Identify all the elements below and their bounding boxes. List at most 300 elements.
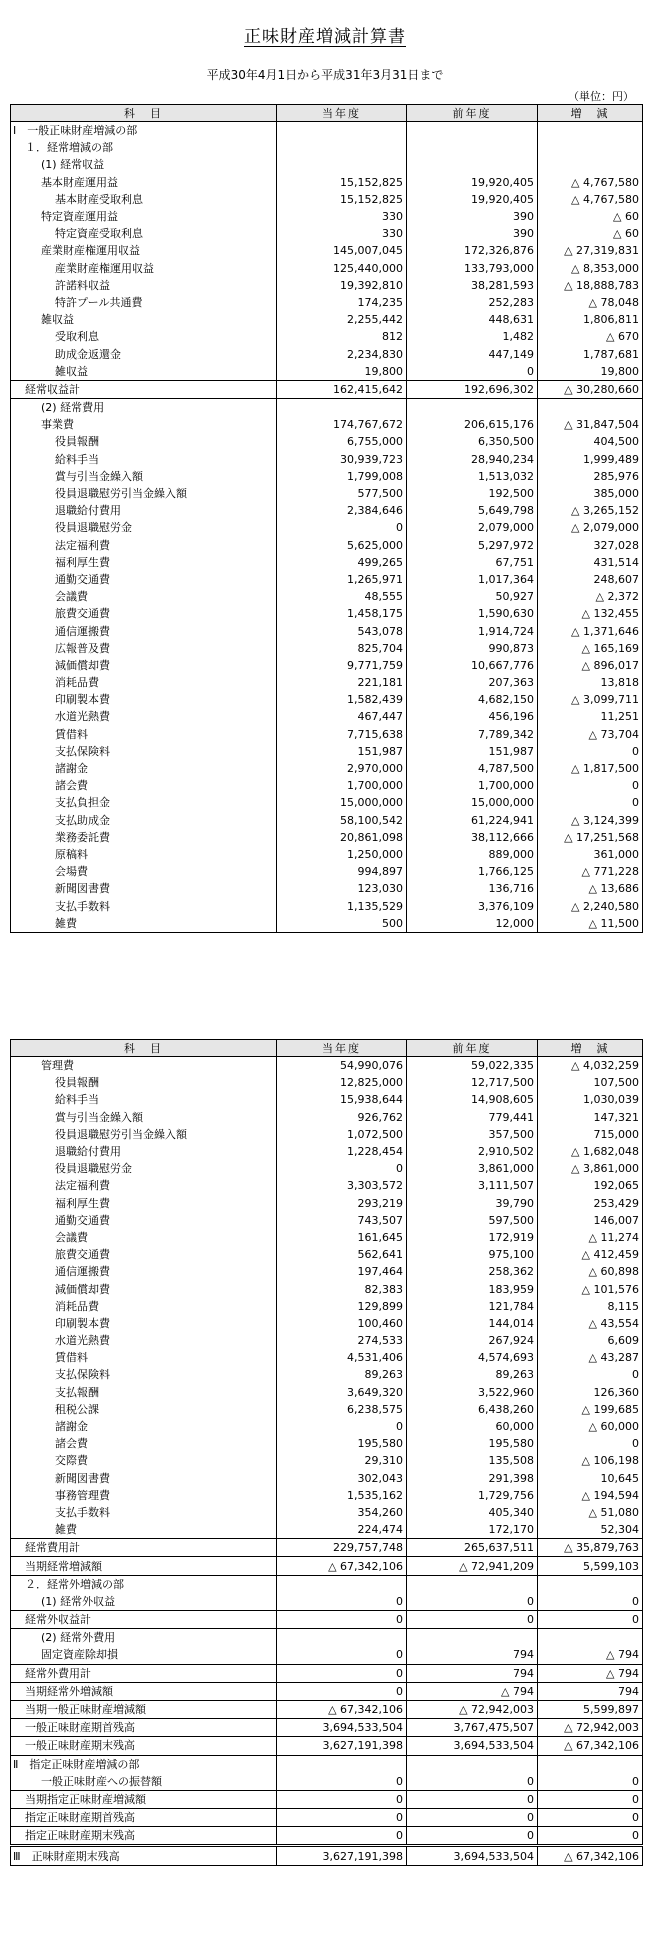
row-label: 退職給付費用 bbox=[11, 1143, 277, 1160]
row-label: 支払手数料 bbox=[11, 897, 277, 914]
row-change: △ 35,879,763 bbox=[538, 1539, 643, 1557]
table-row bbox=[11, 1057, 643, 1075]
table-row bbox=[11, 1611, 643, 1629]
row-current: 0 bbox=[277, 1682, 407, 1700]
row-change: △ 199,685 bbox=[538, 1401, 643, 1418]
table-row bbox=[11, 277, 643, 294]
table-row bbox=[11, 554, 643, 571]
row-previous bbox=[407, 399, 538, 417]
row-previous: 172,326,876 bbox=[407, 242, 538, 259]
row-change: 404,500 bbox=[538, 433, 643, 450]
row-change: △ 11,274 bbox=[538, 1229, 643, 1246]
row-current: 293,219 bbox=[277, 1195, 407, 1212]
row-change: 0 bbox=[538, 1827, 643, 1846]
row-current: 174,767,672 bbox=[277, 416, 407, 433]
row-previous: 50,927 bbox=[407, 588, 538, 605]
table-row bbox=[11, 1195, 643, 1212]
table-row bbox=[11, 1539, 643, 1557]
row-previous: 12,717,500 bbox=[407, 1074, 538, 1091]
table-row bbox=[11, 1435, 643, 1452]
row-previous: 6,350,500 bbox=[407, 433, 538, 450]
row-label: 産業財産権運用収益 bbox=[11, 242, 277, 259]
row-current: 19,392,810 bbox=[277, 277, 407, 294]
table-row bbox=[11, 311, 643, 328]
row-previous: △ 72,942,003 bbox=[407, 1700, 538, 1718]
row-current: 577,500 bbox=[277, 485, 407, 502]
header-previous: 前年度 bbox=[407, 105, 538, 122]
header-account: 科 目 bbox=[11, 105, 277, 122]
table-row bbox=[11, 1160, 643, 1177]
row-label: 役員報酬 bbox=[11, 1074, 277, 1091]
row-label: 役員報酬 bbox=[11, 433, 277, 450]
row-previous: 151,987 bbox=[407, 743, 538, 760]
row-current: 926,762 bbox=[277, 1109, 407, 1126]
row-label: 福利厚生費 bbox=[11, 554, 277, 571]
row-label: 役員退職慰労金 bbox=[11, 519, 277, 536]
row-label: ２．経常外増減の部 bbox=[11, 1575, 277, 1593]
row-current: 229,757,748 bbox=[277, 1539, 407, 1557]
row-previous bbox=[407, 122, 538, 140]
row-previous: 1,700,000 bbox=[407, 777, 538, 794]
row-change: △ 8,353,000 bbox=[538, 260, 643, 277]
row-label: 福利厚生費 bbox=[11, 1195, 277, 1212]
row-current: 145,007,045 bbox=[277, 242, 407, 259]
row-change: △ 3,124,399 bbox=[538, 812, 643, 829]
row-label: 退職給付費用 bbox=[11, 502, 277, 519]
table-row bbox=[11, 743, 643, 760]
row-previous: 252,283 bbox=[407, 294, 538, 311]
row-current: 2,970,000 bbox=[277, 760, 407, 777]
row-change: △ 2,240,580 bbox=[538, 897, 643, 914]
row-label: Ⅰ 一般正味財産増減の部 bbox=[11, 122, 277, 140]
table-row bbox=[11, 328, 643, 345]
row-label: 諸謝金 bbox=[11, 1418, 277, 1435]
row-label: Ⅲ 正味財産期末残高 bbox=[11, 1846, 277, 1865]
row-current: 330 bbox=[277, 225, 407, 242]
row-previous: 7,789,342 bbox=[407, 726, 538, 743]
row-change: 0 bbox=[538, 1435, 643, 1452]
row-change: △ 17,251,568 bbox=[538, 829, 643, 846]
row-change: △ 3,099,711 bbox=[538, 691, 643, 708]
row-change: △ 106,198 bbox=[538, 1452, 643, 1469]
table-row bbox=[11, 863, 643, 880]
header-current: 当年度 bbox=[277, 105, 407, 122]
table-row bbox=[11, 1790, 643, 1808]
row-previous: 207,363 bbox=[407, 674, 538, 691]
table-row bbox=[11, 242, 643, 259]
row-current: 129,899 bbox=[277, 1298, 407, 1315]
row-current: △ 67,342,106 bbox=[277, 1700, 407, 1718]
row-previous: 258,362 bbox=[407, 1263, 538, 1280]
row-current: 467,447 bbox=[277, 708, 407, 725]
table-header bbox=[11, 1040, 643, 1057]
row-previous: 0 bbox=[407, 1773, 538, 1791]
row-label: 賞与引当金繰入額 bbox=[11, 1109, 277, 1126]
row-current: 1,072,500 bbox=[277, 1126, 407, 1143]
row-change: 11,251 bbox=[538, 708, 643, 725]
row-change: △ 60,898 bbox=[538, 1263, 643, 1280]
table-row bbox=[11, 1593, 643, 1611]
row-current bbox=[277, 1575, 407, 1593]
row-label: 固定資産除却損 bbox=[11, 1646, 277, 1664]
row-label: 産業財産権運用収益 bbox=[11, 260, 277, 277]
table-row bbox=[11, 1470, 643, 1487]
table-row bbox=[11, 674, 643, 691]
row-change: 0 bbox=[538, 743, 643, 760]
row-change: △ 794 bbox=[538, 1664, 643, 1682]
row-previous: 1,482 bbox=[407, 328, 538, 345]
row-change bbox=[538, 139, 643, 156]
row-label: 指定正味財産期末残高 bbox=[11, 1827, 277, 1846]
row-label: 経常外収益計 bbox=[11, 1611, 277, 1629]
row-change: △ 51,080 bbox=[538, 1504, 643, 1521]
row-previous: 172,170 bbox=[407, 1521, 538, 1539]
row-previous: 135,508 bbox=[407, 1452, 538, 1469]
table-row bbox=[11, 363, 643, 381]
row-change: 253,429 bbox=[538, 1195, 643, 1212]
row-previous: 192,696,302 bbox=[407, 380, 538, 398]
table-row bbox=[11, 1827, 643, 1846]
row-label: 通勤交通費 bbox=[11, 571, 277, 588]
row-change: △ 412,459 bbox=[538, 1246, 643, 1263]
row-label: 当期一般正味財産増減額 bbox=[11, 1700, 277, 1718]
row-previous: 405,340 bbox=[407, 1504, 538, 1521]
row-previous: 39,790 bbox=[407, 1195, 538, 1212]
row-previous: 3,694,533,504 bbox=[407, 1846, 538, 1865]
row-change: △ 2,079,000 bbox=[538, 519, 643, 536]
row-change: 0 bbox=[538, 794, 643, 811]
row-current: 30,939,723 bbox=[277, 451, 407, 468]
row-current: 125,440,000 bbox=[277, 260, 407, 277]
row-previous: 3,767,475,507 bbox=[407, 1719, 538, 1737]
row-label: (1) 経常収益 bbox=[11, 156, 277, 173]
table-row bbox=[11, 1109, 643, 1126]
row-current bbox=[277, 156, 407, 173]
row-change: 13,818 bbox=[538, 674, 643, 691]
row-current: 562,641 bbox=[277, 1246, 407, 1263]
table-row bbox=[11, 1263, 643, 1280]
header-change: 増 減 bbox=[538, 1040, 643, 1057]
row-current: 58,100,542 bbox=[277, 812, 407, 829]
row-label: 特許プール共通費 bbox=[11, 294, 277, 311]
row-current: 3,649,320 bbox=[277, 1384, 407, 1401]
row-label: 役員退職慰労金 bbox=[11, 1160, 277, 1177]
row-previous: 19,920,405 bbox=[407, 174, 538, 191]
table-row bbox=[11, 519, 643, 536]
row-previous: 60,000 bbox=[407, 1418, 538, 1435]
row-label: 諸会費 bbox=[11, 1435, 277, 1452]
row-current: 5,625,000 bbox=[277, 537, 407, 554]
row-label: 法定福利費 bbox=[11, 537, 277, 554]
row-label: 賃借料 bbox=[11, 1349, 277, 1366]
row-previous: 0 bbox=[407, 1593, 538, 1611]
row-change bbox=[538, 1575, 643, 1593]
table-row bbox=[11, 1664, 643, 1682]
row-change: △ 72,942,003 bbox=[538, 1719, 643, 1737]
row-previous bbox=[407, 1575, 538, 1593]
row-previous: 0 bbox=[407, 1611, 538, 1629]
table-row bbox=[11, 1280, 643, 1297]
table-row bbox=[11, 1755, 643, 1773]
row-label: 新聞図書費 bbox=[11, 880, 277, 897]
row-previous: 133,793,000 bbox=[407, 260, 538, 277]
row-current: 3,627,191,398 bbox=[277, 1846, 407, 1865]
row-previous: 61,224,941 bbox=[407, 812, 538, 829]
row-label: 特定資産受取利息 bbox=[11, 225, 277, 242]
row-change: 0 bbox=[538, 777, 643, 794]
table-row bbox=[11, 829, 643, 846]
row-label: 受取利息 bbox=[11, 328, 277, 345]
row-previous: 206,615,176 bbox=[407, 416, 538, 433]
row-current: 197,464 bbox=[277, 1263, 407, 1280]
row-label: (1) 経常外収益 bbox=[11, 1593, 277, 1611]
row-previous: 1,590,630 bbox=[407, 605, 538, 622]
row-current: 3,694,533,504 bbox=[277, 1719, 407, 1737]
row-change: △ 101,576 bbox=[538, 1280, 643, 1297]
table-row bbox=[11, 846, 643, 863]
row-change: △ 4,767,580 bbox=[538, 191, 643, 208]
statement-table-1 bbox=[10, 104, 643, 933]
row-current: 1,250,000 bbox=[277, 846, 407, 863]
row-label: Ⅱ 指定正味財産増減の部 bbox=[11, 1755, 277, 1773]
row-change: △ 67,342,106 bbox=[538, 1846, 643, 1865]
header-current: 当年度 bbox=[277, 1040, 407, 1057]
row-change: △ 27,319,831 bbox=[538, 242, 643, 259]
row-label: 当期指定正味財産増減額 bbox=[11, 1790, 277, 1808]
row-current: 0 bbox=[277, 1593, 407, 1611]
row-label: 賃借料 bbox=[11, 726, 277, 743]
table-row bbox=[11, 1719, 643, 1737]
row-change: 5,599,103 bbox=[538, 1557, 643, 1575]
row-previous bbox=[407, 156, 538, 173]
table-row bbox=[11, 1700, 643, 1718]
row-label: 法定福利費 bbox=[11, 1177, 277, 1194]
row-label: 給料手当 bbox=[11, 1091, 277, 1108]
row-previous: 390 bbox=[407, 208, 538, 225]
row-change: 0 bbox=[538, 1790, 643, 1808]
row-previous: 291,398 bbox=[407, 1470, 538, 1487]
row-previous: 38,281,593 bbox=[407, 277, 538, 294]
row-previous: △ 72,941,209 bbox=[407, 1557, 538, 1575]
row-current: 3,627,191,398 bbox=[277, 1737, 407, 1755]
row-change: 8,115 bbox=[538, 1298, 643, 1315]
header-change: 増 減 bbox=[538, 105, 643, 122]
row-change: △ 896,017 bbox=[538, 657, 643, 674]
row-previous: 183,959 bbox=[407, 1280, 538, 1297]
row-label: 経常外費用計 bbox=[11, 1664, 277, 1682]
row-current: 221,181 bbox=[277, 674, 407, 691]
row-change: △ 1,371,646 bbox=[538, 622, 643, 639]
row-change: 147,321 bbox=[538, 1109, 643, 1126]
row-previous: 172,919 bbox=[407, 1229, 538, 1246]
row-change: 0 bbox=[538, 1593, 643, 1611]
row-current: 500 bbox=[277, 915, 407, 933]
row-current: 0 bbox=[277, 1773, 407, 1791]
row-label: 会議費 bbox=[11, 1229, 277, 1246]
table-row bbox=[11, 485, 643, 502]
row-change: △ 60 bbox=[538, 225, 643, 242]
row-previous: 195,580 bbox=[407, 1435, 538, 1452]
row-label: 賞与引当金繰入額 bbox=[11, 468, 277, 485]
row-previous: 357,500 bbox=[407, 1126, 538, 1143]
row-change: 19,800 bbox=[538, 363, 643, 381]
row-label: 経常費用計 bbox=[11, 1539, 277, 1557]
row-change: 361,000 bbox=[538, 846, 643, 863]
row-current: 994,897 bbox=[277, 863, 407, 880]
row-label: 経常収益計 bbox=[11, 380, 277, 398]
table-row bbox=[11, 1557, 643, 1575]
row-previous: 5,297,972 bbox=[407, 537, 538, 554]
row-current: 15,938,644 bbox=[277, 1091, 407, 1108]
row-current: 123,030 bbox=[277, 880, 407, 897]
row-current: 224,474 bbox=[277, 1521, 407, 1539]
row-change: △ 43,287 bbox=[538, 1349, 643, 1366]
row-label: 原稿料 bbox=[11, 846, 277, 863]
row-label: 役員退職慰労引当金繰入額 bbox=[11, 1126, 277, 1143]
table-row bbox=[11, 915, 643, 933]
row-current: 48,555 bbox=[277, 588, 407, 605]
table-row bbox=[11, 208, 643, 225]
row-current: 15,152,825 bbox=[277, 191, 407, 208]
row-current: 274,533 bbox=[277, 1332, 407, 1349]
row-previous: 0 bbox=[407, 1827, 538, 1846]
row-label: 旅費交通費 bbox=[11, 1246, 277, 1263]
row-change: △ 11,500 bbox=[538, 915, 643, 933]
table-row bbox=[11, 139, 643, 156]
table-row bbox=[11, 1229, 643, 1246]
row-previous: 19,920,405 bbox=[407, 191, 538, 208]
row-previous bbox=[407, 139, 538, 156]
row-previous: △ 794 bbox=[407, 1682, 538, 1700]
row-label: 通信運搬費 bbox=[11, 622, 277, 639]
row-change: △ 1,682,048 bbox=[538, 1143, 643, 1160]
row-label: 支払手数料 bbox=[11, 1504, 277, 1521]
row-current: 82,383 bbox=[277, 1280, 407, 1297]
row-current: 1,700,000 bbox=[277, 777, 407, 794]
row-change: 52,304 bbox=[538, 1521, 643, 1539]
table-row bbox=[11, 622, 643, 639]
table-row bbox=[11, 571, 643, 588]
row-current: 2,234,830 bbox=[277, 345, 407, 362]
table-row bbox=[11, 1366, 643, 1383]
row-label: 支払保険料 bbox=[11, 1366, 277, 1383]
row-change: △ 4,767,580 bbox=[538, 174, 643, 191]
row-current: 161,645 bbox=[277, 1229, 407, 1246]
row-previous: 889,000 bbox=[407, 846, 538, 863]
page-title: 正味財産増減計算書 bbox=[244, 27, 406, 47]
row-label: 一般正味財産期首残高 bbox=[11, 1719, 277, 1737]
row-change: △ 30,280,660 bbox=[538, 380, 643, 398]
period-text: 平成30年4月1日から平成31年3月31日まで bbox=[206, 68, 444, 82]
row-label: 会議費 bbox=[11, 588, 277, 605]
table-row bbox=[11, 1682, 643, 1700]
row-change: △ 73,704 bbox=[538, 726, 643, 743]
table-row bbox=[11, 1074, 643, 1091]
row-label: 消耗品費 bbox=[11, 1298, 277, 1315]
header-previous: 前年度 bbox=[407, 1040, 538, 1057]
row-current: 2,255,442 bbox=[277, 311, 407, 328]
row-change: 1,806,811 bbox=[538, 311, 643, 328]
row-label: 諸謝金 bbox=[11, 760, 277, 777]
row-previous: 794 bbox=[407, 1646, 538, 1664]
row-label: 水道光熱費 bbox=[11, 708, 277, 725]
row-previous: 390 bbox=[407, 225, 538, 242]
row-current: △ 67,342,106 bbox=[277, 1557, 407, 1575]
row-previous: 136,716 bbox=[407, 880, 538, 897]
statement-table-2 bbox=[10, 1039, 643, 1866]
row-previous: 10,667,776 bbox=[407, 657, 538, 674]
table-row bbox=[11, 1487, 643, 1504]
table-row bbox=[11, 1809, 643, 1827]
table-row bbox=[11, 794, 643, 811]
row-previous: 975,100 bbox=[407, 1246, 538, 1263]
row-change: 107,500 bbox=[538, 1074, 643, 1091]
row-current: 1,799,008 bbox=[277, 468, 407, 485]
table-row bbox=[11, 294, 643, 311]
row-change: 6,609 bbox=[538, 1332, 643, 1349]
row-previous: 4,682,150 bbox=[407, 691, 538, 708]
row-current: 499,265 bbox=[277, 554, 407, 571]
row-previous: 3,376,109 bbox=[407, 897, 538, 914]
row-current: 0 bbox=[277, 1418, 407, 1435]
row-previous: 67,751 bbox=[407, 554, 538, 571]
row-current: 0 bbox=[277, 1664, 407, 1682]
row-change bbox=[538, 1629, 643, 1647]
row-current: 19,800 bbox=[277, 363, 407, 381]
row-label: 業務委託費 bbox=[11, 829, 277, 846]
row-current: 0 bbox=[277, 1809, 407, 1827]
row-previous: 89,263 bbox=[407, 1366, 538, 1383]
table-row bbox=[11, 1177, 643, 1194]
row-label: 旅費交通費 bbox=[11, 605, 277, 622]
row-previous: 448,631 bbox=[407, 311, 538, 328]
row-label: 水道光熱費 bbox=[11, 1332, 277, 1349]
table-row bbox=[11, 1452, 643, 1469]
row-label: 管理費 bbox=[11, 1057, 277, 1075]
row-previous: 14,908,605 bbox=[407, 1091, 538, 1108]
row-current: 0 bbox=[277, 519, 407, 536]
row-change: 10,645 bbox=[538, 1470, 643, 1487]
row-label: 新聞図書費 bbox=[11, 1470, 277, 1487]
table-row bbox=[11, 777, 643, 794]
row-current: 195,580 bbox=[277, 1435, 407, 1452]
row-current: 0 bbox=[277, 1646, 407, 1664]
row-previous: 1,914,724 bbox=[407, 622, 538, 639]
row-previous: 267,924 bbox=[407, 1332, 538, 1349]
table-row bbox=[11, 1646, 643, 1664]
row-previous: 0 bbox=[407, 1790, 538, 1808]
table-row bbox=[11, 502, 643, 519]
row-previous: 144,014 bbox=[407, 1315, 538, 1332]
row-label: 通勤交通費 bbox=[11, 1212, 277, 1229]
row-change bbox=[538, 399, 643, 417]
row-current: 1,535,162 bbox=[277, 1487, 407, 1504]
row-change: 5,599,897 bbox=[538, 1700, 643, 1718]
row-current bbox=[277, 1629, 407, 1647]
row-label: 基本財産受取利息 bbox=[11, 191, 277, 208]
table-row bbox=[11, 156, 643, 173]
row-label: 基本財産運用益 bbox=[11, 174, 277, 191]
row-current bbox=[277, 139, 407, 156]
table-row bbox=[11, 1091, 643, 1108]
row-current: 162,415,642 bbox=[277, 380, 407, 398]
row-previous: 4,787,500 bbox=[407, 760, 538, 777]
row-current: 354,260 bbox=[277, 1504, 407, 1521]
row-change bbox=[538, 1755, 643, 1773]
row-previous: 456,196 bbox=[407, 708, 538, 725]
row-current: 54,990,076 bbox=[277, 1057, 407, 1075]
row-current: 20,861,098 bbox=[277, 829, 407, 846]
